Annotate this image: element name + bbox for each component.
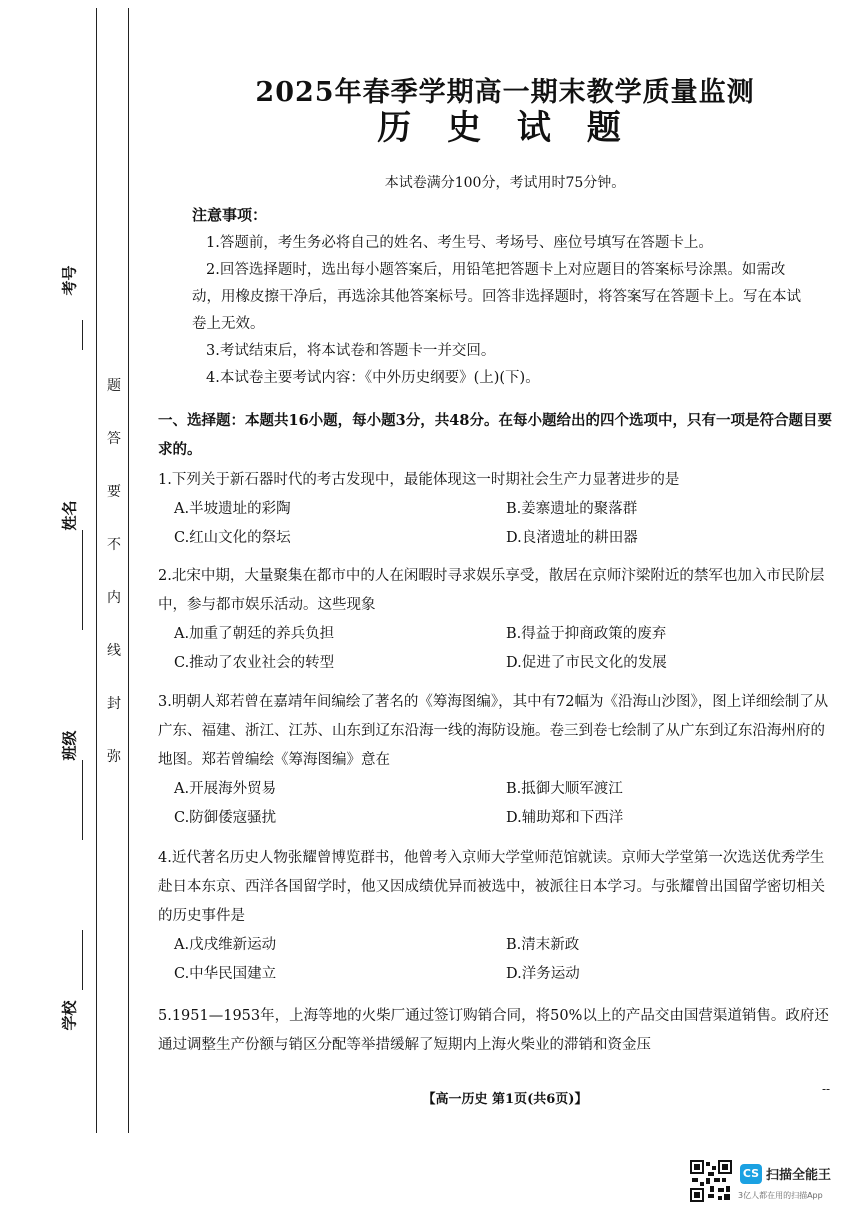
question-text: 5.1951—1953年，上海等地的火柴厂通过签订购销合同，将50%以上的产品交由国营渠道销售。政府还通过调整生产份额与销区分配等举措缓解了短期内上海火柴业的滞销和资金压 <box>158 1008 829 1053</box>
option-c[interactable]: C.防御倭寇骚扰 <box>174 810 277 826</box>
notice-item: 3.考试结束后，将本试卷和答题卡一并交回。 <box>206 343 496 359</box>
class-underline <box>82 760 83 840</box>
question-5 <box>158 1002 838 1060</box>
school-label: 学校 <box>60 1000 79 1031</box>
question-text: 4.近代著名历史人物张耀曾博览群书，他曾考入京师大学堂师范馆就读。京师大学堂第一次选送优秀学生赴日本东京、西洋各国留学时，他又因成绩优异而被选中，被派往日本学习。与张耀曾出国留学密切相关的历史事件是 <box>158 850 825 924</box>
seal-char: 题 <box>107 378 121 394</box>
notice-item: 1.答题前，考生务必将自己的姓名、考生号、考场号、座位号填写在答题卡上。 <box>206 235 713 251</box>
option-b[interactable]: B.姜寨遗址的聚落群 <box>506 501 638 517</box>
seal-char: 弥 <box>107 749 121 765</box>
exam-title: 2025年春季学期高一期末教学质量监测 <box>255 77 755 108</box>
option-a[interactable]: A.加重了朝廷的养兵负担 <box>174 626 335 642</box>
seal-char: 线 <box>107 643 121 659</box>
school-field[interactable] <box>52 930 86 1080</box>
exam-number-underline <box>82 320 83 350</box>
notice-item: 4.本试卷主要考试内容：《中外历史纲要》(上)(下)。 <box>206 370 540 386</box>
student-name-field[interactable] <box>52 460 86 630</box>
student-name-underline <box>82 530 83 630</box>
option-d[interactable]: D.促进了市民文化的发展 <box>506 655 667 671</box>
option-b[interactable]: B.抵御大顺军渡江 <box>506 781 623 797</box>
question-1 <box>158 466 838 553</box>
qr-code-icon <box>690 1160 732 1202</box>
option-b[interactable]: B.得益于抑商政策的废弃 <box>506 626 667 642</box>
notice-heading: 注意事项： <box>192 206 268 224</box>
footer-mark: -- <box>822 1082 831 1096</box>
question-4 <box>158 844 838 989</box>
question-2 <box>158 562 838 678</box>
seal-char: 封 <box>107 696 121 712</box>
option-c[interactable]: C.红山文化的祭坛 <box>174 530 291 546</box>
class-field[interactable] <box>52 690 86 840</box>
class-label: 班级 <box>60 730 79 761</box>
question-text: 2.北宋中期，大量聚集在都市中的人在闲暇时寻求娱乐享受，散居在京师汴梁附近的禁军也加入市民阶层中，参与都市娱乐活动。这些现象 <box>158 568 825 613</box>
question-3 <box>158 688 838 833</box>
option-d[interactable]: D.辅助郑和下西洋 <box>506 810 624 826</box>
question-text: 3.明朝人郑若曾在嘉靖年间编绘了著名的《筹海图编》，其中有72幅为《沿海山沙图》，图上详细绘制了从广东、福建、浙江、江苏、山东到辽东沿海一线的海防设施。卷三到卷七绘制了从广东到辽东沿海州府的地图。郑若曾编绘《筹海图编》意在 <box>158 694 829 768</box>
camscanner-logo-icon: CS <box>740 1164 762 1184</box>
exam-info: 本试卷满分100分，考试用时75分钟。 <box>384 175 626 191</box>
option-c[interactable]: C.推动了农业社会的转型 <box>174 655 335 671</box>
option-a[interactable]: A.半坡遗址的彩陶 <box>174 501 291 517</box>
option-d[interactable]: D.良渚遗址的耕田器 <box>506 530 638 546</box>
question-text: 1.下列关于新石器时代的考古发现中，最能体现这一时期社会生产力显著进步的是 <box>158 472 680 488</box>
seal-char: 不 <box>107 537 121 553</box>
school-underline <box>82 930 83 990</box>
option-d[interactable]: D.洋务运动 <box>506 966 580 982</box>
seal-char: 要 <box>107 484 121 500</box>
scanner-tagline: 3亿人都在用的扫描App <box>738 1191 823 1200</box>
notice-item: 2.回答选择题时，选出每小题答案后，用铅笔把答题卡上对应题目的答案标号涂黑。如需改动，用橡皮擦干净后，再选涂其他答案标号。回答非选择题时，将答案写在答题卡上。写在本试卷上无效。 <box>192 262 801 332</box>
binding-line-outer <box>96 8 97 1133</box>
exam-number-field[interactable] <box>52 200 86 350</box>
seal-char: 答 <box>107 431 121 447</box>
section-heading: 一、选择题：本题共16小题，每小题3分，共48分。在每小题给出的四个选项中，只有一项是符合题目要求的。 <box>158 412 832 458</box>
exam-number-label: 考号 <box>60 265 79 296</box>
seal-char: 内 <box>107 590 121 606</box>
option-c[interactable]: C.中华民国建立 <box>174 966 277 982</box>
option-b[interactable]: B.清末新政 <box>506 937 580 953</box>
binding-line-inner <box>128 8 129 1133</box>
page-footer: 【高一历史 第1页(共6页)】 <box>422 1092 588 1107</box>
scanner-app-name: 扫描全能王 <box>766 1168 832 1183</box>
option-a[interactable]: A.开展海外贸易 <box>174 781 277 797</box>
subject-title: 历 史 试 题 <box>377 108 633 148</box>
option-a[interactable]: A.戊戌维新运动 <box>174 937 277 953</box>
student-name-label: 姓名 <box>60 500 79 531</box>
